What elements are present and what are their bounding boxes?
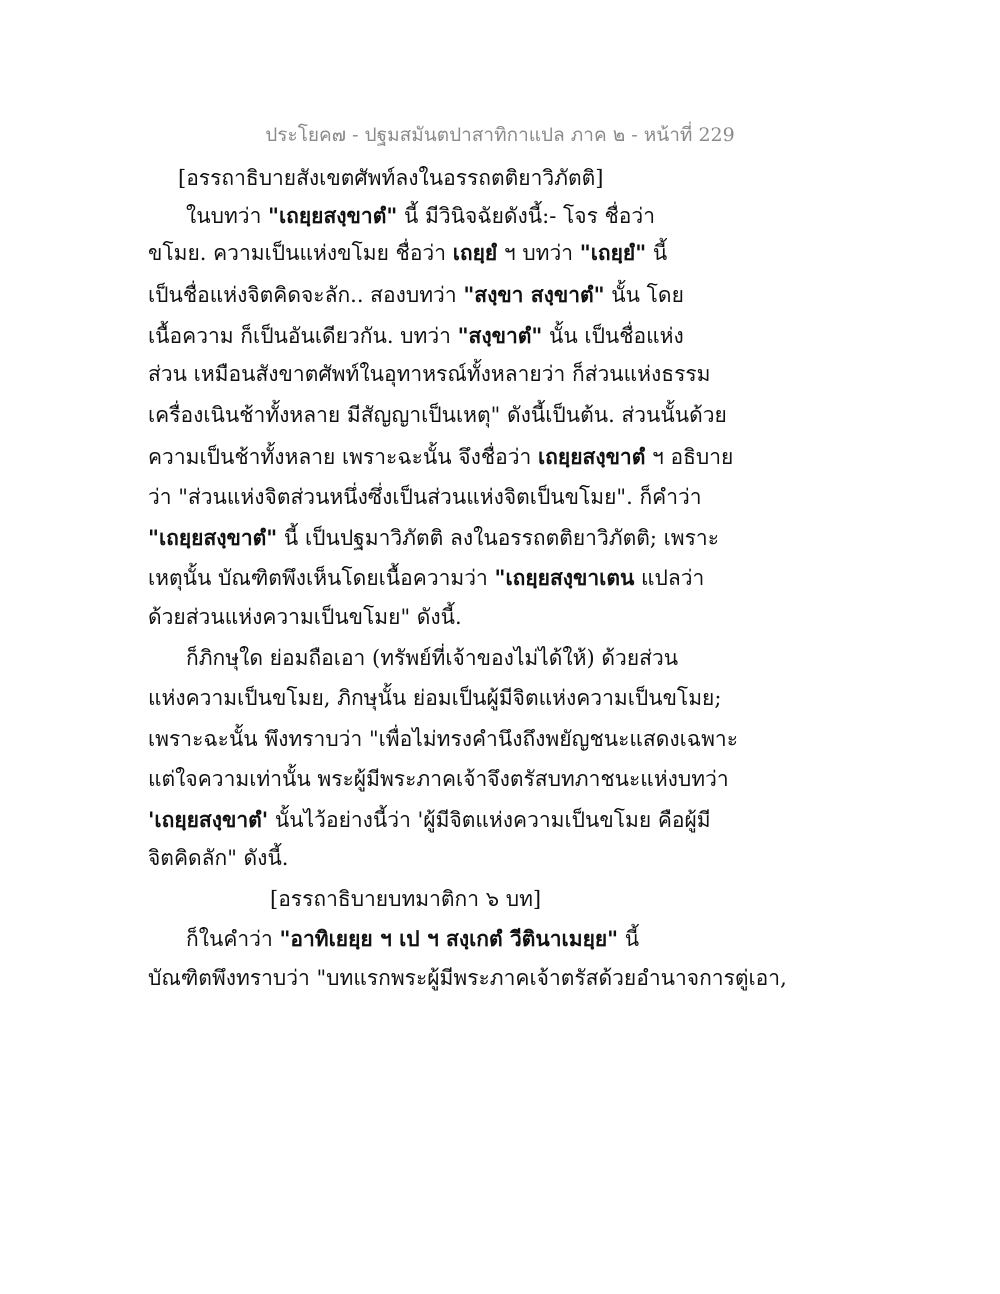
paragraph-line: เหตุนั้น บัณฑิตพึงเห็นโดยเนื้อความว่า "เถยฺยสงฺขาเตน แปลว่า [148,565,705,590]
paragraph-line: ความเป็นช้าทั้งหลาย เพราะฉะนั้น จึงชื่อว่า เถยฺยสงฺขาตํ ฯ อธิบาย [148,444,734,469]
section-heading: [อรรถาธิบายบทมาติกา ๖ บท] [270,887,542,911]
paragraph-line: ก็ภิกษุใด ย่อมถือเอา (ทรัพย์ที่เจ้าของไม่ได้ให้) ด้วยส่วน [186,646,679,670]
paragraph-line: แต่ใจความเท่านั้น พระผู้มีพระภาคเจ้าจึงตรัสบทภาชนะแห่งบทว่า [148,767,729,791]
paragraph-line: จิตคิดลัก" ดังนี้. [148,846,289,870]
paragraph-line: ว่า "ส่วนแห่งจิตส่วนหนึ่งซึ่งเป็นส่วนแห่งจิตเป็นขโมย". ก็คำว่า [148,485,702,509]
paragraph-line: เครื่องเนินช้าทั้งหลาย มีสัญญาเป็นเหตุ" ดังนี้เป็นต้น. ส่วนนั้นด้วย [148,403,727,427]
paragraph-line: 'เถยฺยสงฺขาตํ' นั้นไว้อย่างนี้ว่า 'ผู้มีจิตแห่งความเป็นขโมย คือผู้มี [148,807,711,832]
paragraph-line: ส่วน เหมือนสังขาตศัพท์ในอุทาหรณ์ทั้งหลายว่า ก็ส่วนแห่งธรรม [148,362,711,386]
paragraph-line: บัณฑิตพึงทราบว่า "บทแรกพระผู้มีพระภาคเจ้าตรัสด้วยอำนาจการตู่เอา, [148,966,787,990]
section-heading: [อรรถาธิบายสังเขตศัพท์ลงในอรรถตติยาวิภัตติ] [178,166,604,190]
paragraph-line: เป็นชื่อแห่งจิตคิดจะลัก.. สองบทว่า "สงฺขา สงฺขาตํ" นั้น โดย [148,282,684,307]
paragraph-line: ก็ในคำว่า "อาทิเยยฺย ฯ เป ฯ สงฺเกตํ วีตินาเมยฺย" นี้ [186,926,640,951]
paragraph-line: เนื้อความ ก็เป็นอันเดียวกัน. บทว่า "สงฺขาตํ" นั้น เป็นชื่อแห่ง [148,323,684,348]
paragraph-line: "เถยฺยสงฺขาตํ" นี้ เป็นปฐมาวิภัตติ ลงในอรรถตติยาวิภัตติ; เพราะ [148,525,719,550]
paragraph-line: ขโมย. ความเป็นแห่งขโมย ชื่อว่า เถยฺยํ ฯ บทว่า "เถยฺยํ" นี้ [148,240,668,265]
paragraph-line: ด้วยส่วนแห่งความเป็นขโมย" ดังนี้. [148,605,462,629]
paragraph-line: แห่งความเป็นขโมย, ภิกษุนั้น ย่อมเป็นผู้มีจิตแห่งความเป็นขโมย; [148,686,722,710]
paragraph-line: เพราะฉะนั้น พึงทราบว่า "เพื่อไม่ทรงคำนึงถึงพยัญชนะแสดงเฉพาะ [148,727,738,751]
paragraph-line: ในบทว่า "เถยฺยสงฺขาตํ" นี้ มีวินิจฉัยดังนี้:- โจร ชื่อว่า [186,203,655,228]
page-header: ประโยค๗ - ปฐมสมันตปาสาทิกาแปล ภาค ๒ - หน้าที่ 229 [265,124,735,146]
